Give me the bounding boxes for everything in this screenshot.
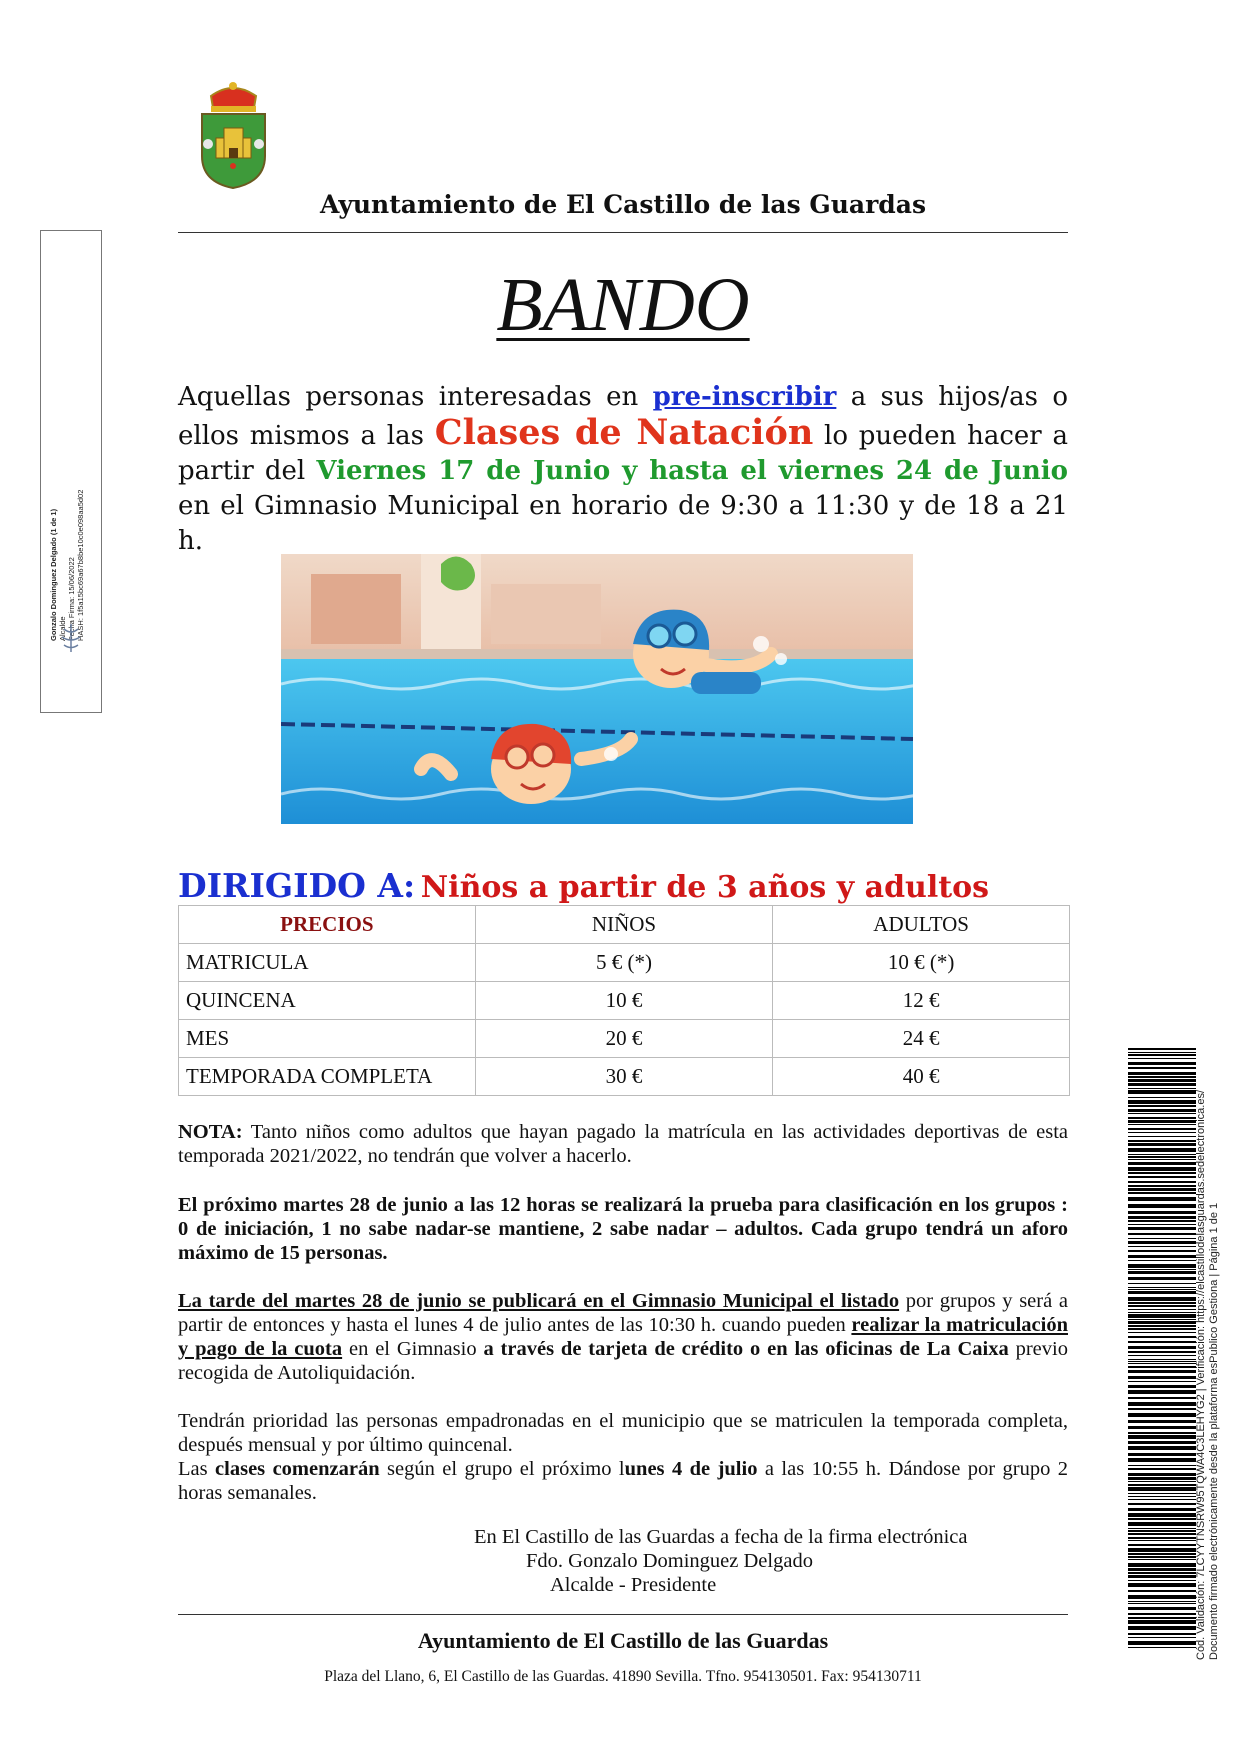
table-cell: QUINCENA	[179, 982, 476, 1020]
footer-title: Ayuntamiento de El Castillo de las Guardas	[417, 1628, 829, 1653]
intro-paragraph: Aquellas personas interesadas en pre-inscribir a sus hijos/as o ellos mismos a las Clases de Natación lo pueden hacer a partir del Viernes 17 de Junio y hasta el viernes 24 de Junio en el Gimnasio Municipal en horario de 9:30 a 11:30 y de 18 a 21 h.	[178, 382, 1068, 556]
table-row	[179, 1020, 1070, 1058]
prices-table	[178, 905, 1070, 1096]
column-header: NIÑOS	[475, 906, 773, 944]
table-cell: 40 €	[773, 1058, 1070, 1096]
column-header: ADULTOS	[773, 906, 1070, 944]
column-header: PRECIOS	[179, 906, 476, 944]
table-cell: 24 €	[773, 1020, 1070, 1058]
table-cell: MATRICULA	[179, 944, 476, 982]
dates-highlight: Viernes 17 de Junio y hasta el viernes 24 de Junio	[316, 456, 1068, 486]
header-divider	[178, 232, 1068, 233]
coat-of-arms-icon	[186, 78, 281, 190]
pre-inscribir-link[interactable]: pre-inscribir	[652, 382, 837, 412]
table-cell: 30 €	[475, 1058, 773, 1096]
page-title: BANDO	[496, 263, 750, 347]
signature-block	[474, 1525, 968, 1597]
table-cell: 10 €	[475, 982, 773, 1020]
target-audience-value: Niños a partir de 3 años y adultos	[420, 870, 990, 905]
signature-details: Gonzalo Dominguez Delgado (1 de 1) Alcalde Fecha Firma: 15/06/2022 HASH: 1f5a15bc69a67b8be10c0e098aa5d02	[49, 489, 85, 641]
table-row	[179, 982, 1070, 1020]
target-audience-label: DIRIGIDO A:	[178, 866, 416, 905]
priority-paragraph: Tendrán prioridad las personas empadronadas en el municipio que se matriculen la temporada completa, después mensual y por último quincenal. Las clases comenzarán según el grupo el próximo lunes 4 de julio a las 10:55 h. Dándose por grupo 2 horas semanales.	[178, 1410, 1069, 1504]
table-cell: 5 € (*)	[475, 944, 773, 982]
header-title: Ayuntamiento de El Castillo de las Guardas	[319, 190, 927, 219]
swimming-classes-highlight: Clases de Natación	[434, 412, 814, 453]
footer-divider	[178, 1614, 1068, 1615]
signature-place: En El Castillo de las Guardas a fecha de la firma electrónica	[474, 1526, 968, 1548]
swimming-children-illustration	[281, 554, 913, 824]
electronic-signature-box	[40, 230, 102, 713]
signature-seal-icon	[54, 621, 88, 655]
signature-name: Fdo. Gonzalo Dominguez Delgado	[526, 1550, 813, 1572]
listing-paragraph: La tarde del martes 28 de junio se publicará en el Gimnasio Municipal el listado por grupos y será a partir de entonces y hasta el lunes 4 de julio antes de las 10:30 h. cuando pueden realizar la matriculación y pago de la cuota en el Gimnasio a través de tarjeta de crédito o en las oficinas de La Caixa previo recogida de Autoliquidación.	[178, 1290, 1068, 1384]
verification-text: Cód. Validación: 7LCYYTNSRW95TQWA4C3LEHYG2 | Verificación: https://elcastillodelasguardas.sedelectronica.es/ Documento firmado electrónicamente desde la plataforma esPublico Gestiona | Página 1 de 1	[1195, 1089, 1220, 1660]
table-row	[179, 944, 1070, 982]
note-paragraph: NOTA: Tanto niños como adultos que hayan pagado la matrícula en las actividades deportivas de esta temporada 2021/2022, no tendrán que volver a hacerlo.	[178, 1121, 1068, 1167]
table-cell: MES	[179, 1020, 476, 1058]
signature-role: Alcalde - Presidente	[550, 1574, 717, 1596]
table-cell: 12 €	[773, 982, 1070, 1020]
footer-address: Plaza del Llano, 6, El Castillo de las Guardas. 41890 Sevilla. Tfno. 954130501. Fax: 954130711	[324, 1668, 922, 1685]
barcode-icon	[1128, 1048, 1196, 1648]
table-cell: 10 € (*)	[773, 944, 1070, 982]
test-paragraph: El próximo martes 28 de junio a las 12 horas se realizará la prueba para clasificación en los grupos : 0 de iniciación, 1 no sabe nadar-se mantiene, 2 sabe nadar – adultos. Cada grupo tendrá un aforo máximo de 15 personas.	[178, 1194, 1068, 1264]
target-audience	[178, 866, 1078, 905]
table-row	[179, 1058, 1070, 1096]
table-cell: 20 €	[475, 1020, 773, 1058]
table-cell: TEMPORADA COMPLETA	[179, 1058, 476, 1096]
table-header-row	[179, 906, 1070, 944]
